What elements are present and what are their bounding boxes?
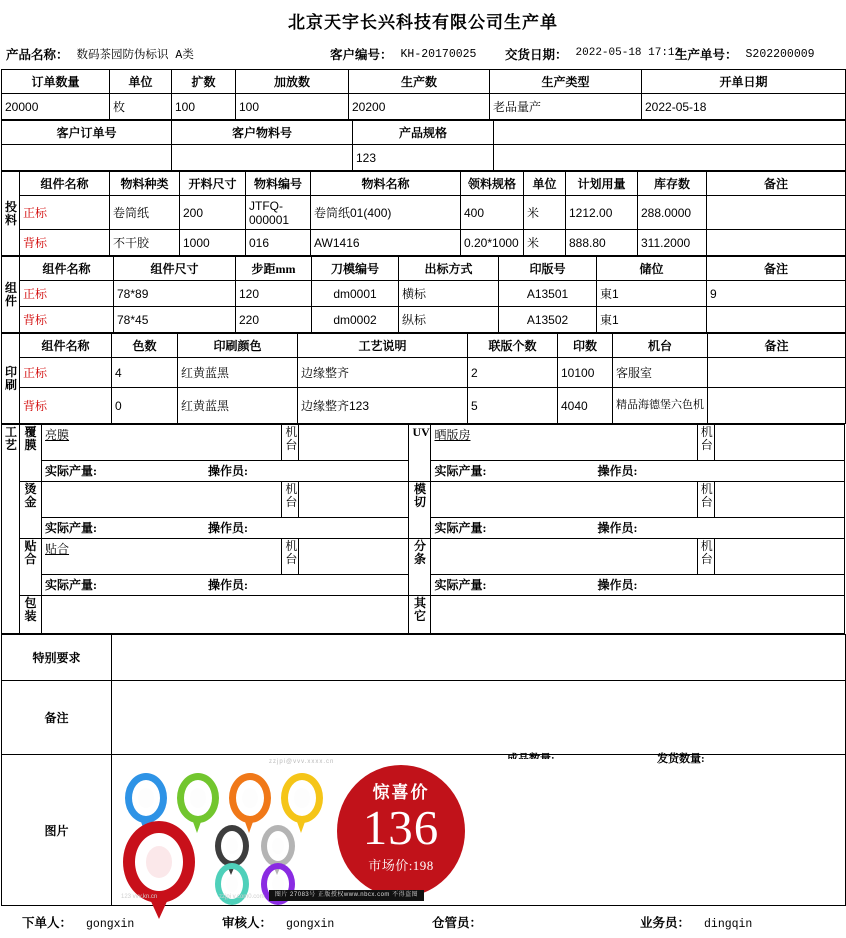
process-step-baozhuang-label: 包装 (24, 596, 37, 623)
cell-component-size: 78*45 (114, 307, 236, 333)
cell-product-spec: 123 (353, 145, 494, 171)
table-row (2, 172, 846, 196)
cell-stock-qty: 288.0000 (638, 196, 707, 230)
col-unit: 单位 (110, 70, 172, 94)
cell-customer-order-no (2, 145, 172, 171)
cell-expand-qty: 100 (172, 94, 236, 120)
process-qita-value-cell (431, 596, 845, 634)
output-row-tangjin (42, 518, 409, 539)
shipped-qty-label: 发货数量: (657, 753, 705, 765)
table-row (2, 596, 845, 634)
process-step-uv (409, 425, 431, 482)
col-product-spec: 产品规格 (353, 121, 494, 145)
output-row-uv (431, 461, 845, 482)
table-row (2, 539, 845, 575)
machine-label-tiehe (282, 539, 299, 575)
cell-unit: 米 (524, 196, 566, 230)
machine-label-uv-text: 机台 (700, 425, 713, 452)
cell-unit: 枚 (110, 94, 172, 120)
remark-label: 备注 (2, 681, 112, 755)
header-field-order-number (675, 39, 815, 69)
cell-pitch: 220 (236, 307, 312, 333)
cell-machine: 客服室 (613, 358, 708, 388)
process-tiehe-machine-value (299, 539, 409, 575)
process-tangjin-value-cell (42, 482, 282, 518)
pin-tail-yellow (296, 819, 306, 833)
table-row (2, 121, 846, 145)
table-row (2, 281, 846, 307)
col-die-code: 刀模编号 (312, 257, 399, 281)
cell-remark (707, 230, 846, 256)
signature-salesperson (640, 913, 752, 931)
table-row (2, 482, 845, 518)
col-remark: 备注 (708, 334, 846, 358)
cell-process-note: 边缘整齐 (298, 358, 468, 388)
col-blank (494, 121, 846, 145)
delivery-date-value: 2022-05-18 17:12 (575, 47, 682, 60)
pin-tail-orange (244, 819, 254, 833)
cell-component-name: 背标 (20, 307, 114, 333)
col-output-mode: 出标方式 (399, 257, 499, 281)
process-baozhuang-value-cell (42, 596, 409, 634)
process-side-label (2, 425, 20, 634)
watermark-top: zzjpi@vvv.xxxx.cn (269, 759, 335, 765)
order-placer-value: gongxin (86, 918, 135, 931)
cell-machine: 精品海德堡六色机 (613, 388, 708, 424)
cell-stock-qty: 311.2000 (638, 230, 707, 256)
delivery-date-label: 交货日期： (505, 48, 568, 62)
product-name-value: 数码茶园防伪标识 A类 (76, 49, 194, 62)
cell-material-code: 016 (246, 230, 311, 256)
feed-side-label (2, 172, 20, 256)
cell-material-code: JTFQ-000001 (246, 196, 311, 230)
cell-order-qty: 20000 (2, 94, 110, 120)
process-tiehe-value: 贴合 (45, 542, 70, 556)
cell-die-code: dm0001 (312, 281, 399, 307)
component-side-label-text: 组件 (5, 280, 18, 308)
product-image (119, 759, 589, 901)
col-expand-qty: 扩数 (172, 70, 236, 94)
cell-color-count: 0 (112, 388, 178, 424)
cell-pick-spec: 400 (461, 196, 524, 230)
header-field-customer-code (330, 39, 476, 69)
printing-table (1, 333, 846, 424)
output-row-fentiao (431, 575, 845, 596)
table-row (2, 334, 846, 358)
machine-label-tangjin (282, 482, 299, 518)
col-pick-spec: 领料规格 (461, 172, 524, 196)
cell-process-note: 边缘整齐123 (298, 388, 468, 424)
output-row-tiehe (42, 575, 409, 596)
pin-icon-yellow (281, 773, 323, 823)
table-row (2, 257, 846, 281)
col-process-note: 工艺说明 (298, 334, 468, 358)
table-row (2, 635, 846, 681)
table-row (2, 425, 845, 461)
process-fentiao-machine-value (714, 539, 844, 575)
price-badge (337, 765, 465, 897)
picture-cell (112, 755, 846, 906)
cell-plate-no: A13501 (499, 281, 597, 307)
salesperson-value: dingqin (704, 918, 753, 931)
cell-unit: 米 (524, 230, 566, 256)
reviewer-value: gongxin (286, 918, 335, 931)
cell-pitch: 120 (236, 281, 312, 307)
col-print-colors: 印刷颜色 (178, 334, 298, 358)
machine-label-fentiao-text: 机台 (700, 539, 713, 566)
cell-material-type: 不干胶 (110, 230, 180, 256)
machine-label-uv (697, 425, 714, 461)
process-step-tiehe (20, 539, 42, 596)
col-component-size: 组件尺寸 (114, 257, 236, 281)
cell-material-name: AW1416 (311, 230, 461, 256)
actual-output-label-tiehe: 实际产量: (45, 578, 98, 592)
operator-label-fentiao: 操作员: (597, 578, 638, 592)
process-side-label-text: 工艺 (5, 425, 18, 452)
salesperson-label: 业务员： (640, 916, 691, 930)
cell-print-colors: 红黄蓝黑 (178, 358, 298, 388)
signature-reviewer (222, 913, 334, 931)
cell-material-name: 卷筒纸01(400) (311, 196, 461, 230)
cell-blank (494, 145, 846, 171)
picture-label: 图片 (2, 755, 112, 906)
col-component-name: 组件名称 (20, 172, 110, 196)
machine-label-fumo-text: 机台 (285, 425, 298, 452)
col-unit: 单位 (524, 172, 566, 196)
table-row (2, 358, 846, 388)
header-field-product-name (6, 39, 194, 69)
pin-icon-green (177, 773, 219, 823)
cell-remark (708, 358, 846, 388)
badge-price: 136 (362, 800, 440, 855)
col-plate-no: 印版号 (499, 257, 597, 281)
col-cut-size: 开料尺寸 (180, 172, 246, 196)
cell-component-name: 正标 (20, 196, 110, 230)
customer-ref-table (1, 120, 846, 171)
table-row (2, 70, 846, 94)
cell-cut-size: 200 (180, 196, 246, 230)
machine-label-fumo (282, 425, 299, 461)
actual-output-label-moqie: 实际产量: (434, 521, 487, 535)
operator-label-moqie: 操作员: (597, 521, 638, 535)
order-number-label: 生产单号： (675, 48, 738, 62)
special-requirements-label: 特别要求 (2, 635, 112, 681)
col-print-count: 印数 (558, 334, 613, 358)
process-tiehe-value-cell (42, 539, 282, 575)
pin-icon-red-large (123, 821, 195, 903)
output-row-fumo (42, 461, 409, 482)
cell-component-name: 背标 (20, 388, 112, 424)
order-number-value: S202200009 (745, 47, 815, 61)
col-storage-location: 储位 (597, 257, 707, 281)
actual-output-label-fumo: 实际产量: (45, 464, 98, 478)
pin-icon-blue (125, 773, 167, 823)
col-remark: 备注 (707, 172, 846, 196)
cell-material-type: 卷筒纸 (110, 196, 180, 230)
process-step-fumo-label: 覆膜 (24, 425, 37, 452)
table-row (2, 230, 846, 256)
operator-label-uv: 操作员: (597, 464, 638, 478)
process-fumo-value-cell (42, 425, 282, 461)
col-component-name: 组件名称 (20, 334, 112, 358)
customer-code-label: 客户编号： (330, 48, 393, 62)
col-open-date: 开单日期 (642, 70, 846, 94)
cell-plate-no: A13502 (499, 307, 597, 333)
col-gang-count: 联版个数 (468, 334, 558, 358)
process-fentiao-value-cell (431, 539, 697, 575)
cell-produce-type: 老品量产 (490, 94, 642, 120)
signature-order-placer (22, 913, 134, 931)
cell-component-name: 正标 (20, 281, 114, 307)
table-row (2, 388, 846, 424)
cell-remark (707, 196, 846, 230)
feed-side-label-text: 投料 (5, 199, 18, 227)
operator-label-tangjin: 操作员: (208, 521, 249, 535)
actual-output-label-tangjin: 实际产量: (45, 521, 98, 535)
operator-label-tiehe: 操作员: (208, 578, 249, 592)
component-side-label (2, 257, 20, 333)
order-placer-label: 下单人： (22, 916, 73, 930)
col-machine: 机台 (613, 334, 708, 358)
cell-planned-usage: 1212.00 (566, 196, 638, 230)
table-row (2, 307, 846, 333)
cell-remark (708, 388, 846, 424)
header-field-delivery-date (505, 39, 681, 69)
process-step-moqie (409, 482, 431, 539)
process-moqie-machine-value (714, 482, 844, 518)
product-name-label: 产品名称： (6, 48, 69, 62)
cell-cut-size: 1000 (180, 230, 246, 256)
col-material-code: 物料编号 (246, 172, 311, 196)
cell-output-mode: 纵标 (399, 307, 499, 333)
process-step-baozhuang (20, 596, 42, 634)
cell-print-count: 10100 (558, 358, 613, 388)
process-step-tangjin (20, 482, 42, 539)
col-planned-usage: 计划用量 (566, 172, 638, 196)
col-customer-material-no: 客户物料号 (172, 121, 353, 145)
process-tangjin-machine-value (299, 482, 409, 518)
cell-storage-location: 東1 (597, 307, 707, 333)
watermark-left: 123 vvv.kn.cn (121, 894, 158, 900)
process-uv-value: 晒版房 (434, 428, 471, 442)
cell-component-name: 正标 (20, 358, 112, 388)
table-row (2, 681, 846, 755)
watermark-mid: zzjpi v.com0.com (219, 894, 265, 900)
machine-label-moqie-text: 机台 (700, 482, 713, 509)
pin-icon-orange (229, 773, 271, 823)
process-step-qita-label: 其它 (413, 596, 426, 623)
process-table (1, 424, 845, 634)
pin-icon-gray (261, 825, 295, 867)
col-material-type: 物料种类 (110, 172, 180, 196)
table-row (2, 145, 846, 171)
process-step-fumo (20, 425, 42, 482)
col-color-count: 色数 (112, 334, 178, 358)
cell-gang-count: 2 (468, 358, 558, 388)
page-title: 北京天宇长兴科技有限公司生产单 (288, 13, 558, 32)
order-summary-table (1, 69, 846, 120)
feed-material-table (1, 171, 846, 256)
cell-storage-location: 東1 (597, 281, 707, 307)
machine-label-tiehe-text: 机台 (285, 539, 298, 566)
customer-code-value: KH-20170025 (400, 47, 477, 61)
col-component-name: 组件名称 (20, 257, 114, 281)
footer-signature-row (0, 908, 846, 936)
process-uv-machine-value (714, 425, 844, 461)
process-step-qita (409, 596, 431, 634)
col-customer-order-no: 客户订单号 (2, 121, 172, 145)
badge-market-price: 市场价:198 (368, 857, 434, 873)
col-produce-qty: 生产数 (349, 70, 490, 94)
cell-customer-material-no (172, 145, 353, 171)
header-field-row (0, 39, 846, 69)
cell-remark: 9 (707, 281, 846, 307)
machine-label-moqie (697, 482, 714, 518)
machine-label-tangjin-text: 机台 (285, 482, 298, 509)
cell-output-mode: 横标 (399, 281, 499, 307)
output-row-moqie (431, 518, 845, 539)
col-produce-type: 生产类型 (490, 70, 642, 94)
special-and-remark-table (1, 634, 846, 906)
printing-side-label-text: 印刷 (5, 364, 18, 392)
col-pitch: 步距mm (236, 257, 312, 281)
table-row (2, 755, 846, 906)
table-row (2, 94, 846, 120)
process-step-fentiao-label: 分条 (413, 539, 426, 566)
actual-output-label-fentiao: 实际产量: (434, 578, 487, 592)
cell-gang-count: 5 (468, 388, 558, 424)
cell-planned-usage: 888.80 (566, 230, 638, 256)
actual-output-label-uv: 实际产量: (434, 464, 487, 478)
reviewer-label: 审核人： (222, 916, 273, 930)
cell-open-date: 2022-05-18 (642, 94, 846, 120)
signature-warehouse-keeper (432, 913, 496, 931)
col-stock-qty: 库存数 (638, 172, 707, 196)
cell-remark (707, 307, 846, 333)
col-remark: 备注 (707, 257, 846, 281)
col-extra-qty: 加放数 (236, 70, 349, 94)
col-order-qty: 订单数量 (2, 70, 110, 94)
operator-label-fumo: 操作员: (208, 464, 249, 478)
process-step-fentiao (409, 539, 431, 596)
cell-component-size: 78*89 (114, 281, 236, 307)
col-material-name: 物料名称 (311, 172, 461, 196)
process-step-uv-label: UV (412, 425, 430, 439)
process-fumo-value: 亮膜 (45, 428, 70, 442)
cell-print-count: 4040 (558, 388, 613, 424)
process-step-tiehe-label: 贴合 (24, 539, 37, 566)
special-requirements-value (112, 635, 846, 681)
process-uv-value-cell (431, 425, 697, 461)
process-step-tangjin-label: 烫金 (24, 482, 37, 509)
cell-pick-spec: 0.20*1000 (461, 230, 524, 256)
component-table (1, 256, 846, 333)
warehouse-keeper-label: 仓管员： (432, 916, 483, 930)
badge-top-text: 惊喜价 (372, 783, 430, 802)
printing-side-label (2, 334, 20, 424)
process-step-moqie-label: 模切 (413, 482, 426, 509)
process-fumo-machine-value (299, 425, 409, 461)
table-row (2, 196, 846, 230)
cell-component-name: 背标 (20, 230, 110, 256)
machine-label-fentiao (697, 539, 714, 575)
pin-icon-black (215, 825, 249, 867)
process-moqie-value-cell (431, 482, 697, 518)
cell-produce-qty: 20200 (349, 94, 490, 120)
cell-print-colors: 红黄蓝黑 (178, 388, 298, 424)
pin-tail-green (192, 819, 202, 833)
watermark-bar: 图片 27083号 正版授权www.nbcx.com 不得盗图 (269, 890, 424, 901)
cell-extra-qty: 100 (236, 94, 349, 120)
cell-color-count: 4 (112, 358, 178, 388)
cell-die-code: dm0002 (312, 307, 399, 333)
